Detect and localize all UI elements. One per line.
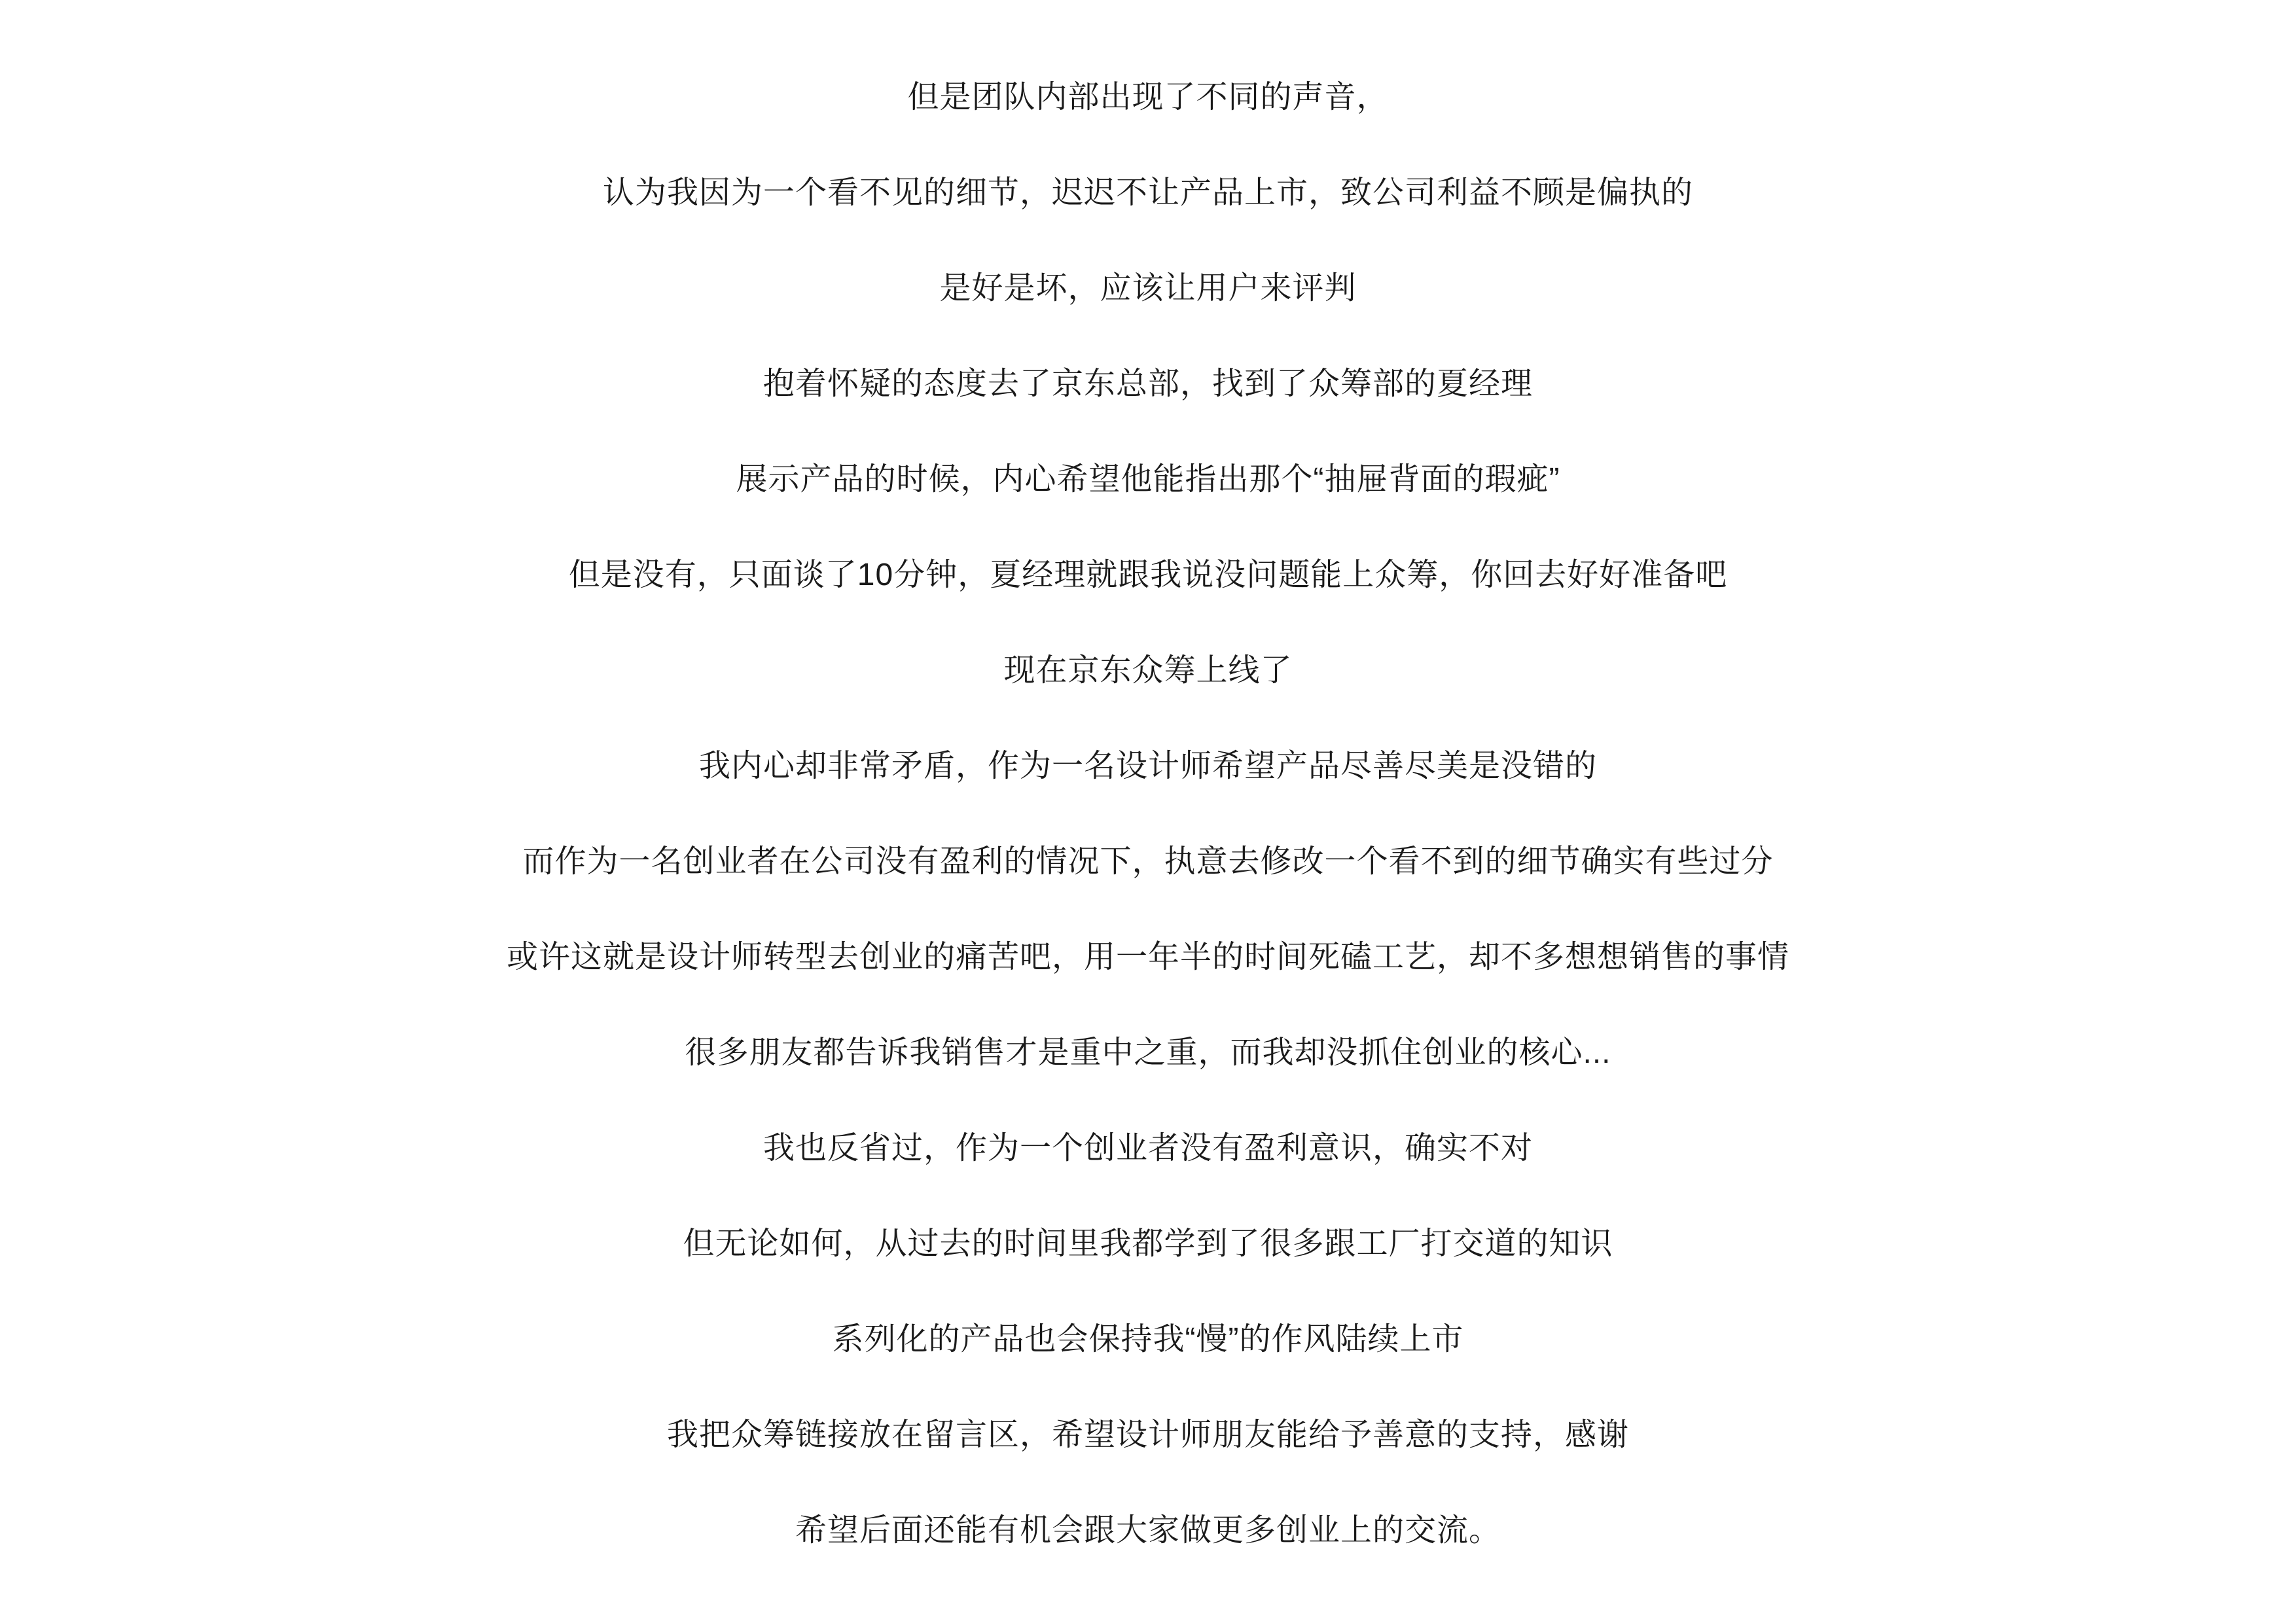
paragraph-line: 是好是坏，应该让用户来评判 [939,271,1357,306]
paragraph-line: 我也反省过，作为一个创业者没有盈利意识，确实不对 [762,1131,1533,1166]
paragraph-line: 希望后面还能有机会跟大家做更多创业上的交流。 [795,1513,1501,1548]
paragraph-line: 我把众筹链接放在留言区，希望设计师朋友能给予善意的支持，感谢 [666,1418,1629,1452]
paragraph-line: 认为我因为一个看不见的细节，迟迟不让产品上市，致公司利益不顾是偏执的 [602,175,1693,210]
paragraph-line: 我内心却非常矛盾，作为一名设计师希望产品尽善尽美是没错的 [698,749,1597,783]
paragraph-line: 抱着怀疑的态度去了京东总部，找到了众筹部的夏经理 [762,366,1533,401]
paragraph-line: 很多朋友都告诉我销售才是重中之重，而我却没抓住创业的核心... [685,1035,1611,1070]
paragraph-line: 而作为一名创业者在公司没有盈利的情况下，执意去修改一个看不到的细节确实有些过分 [522,844,1774,879]
paragraph-line: 但是团队内部出现了不同的声音， [907,80,1389,115]
paragraph-line: 但是没有，只面谈了10分钟，夏经理就跟我说没问题能上众筹，你回去好好准备吧 [568,558,1728,592]
paragraph-line: 但无论如何，从过去的时间里我都学到了很多跟工厂打交道的知识 [683,1226,1613,1261]
paragraph-line: 或许这就是设计师转型去创业的痛苦吧，用一年半的时间死磕工艺，却不多想想销售的事情 [506,940,1789,974]
paragraph-line: 现在京东众筹上线了 [1003,653,1293,688]
paragraph-line: 系列化的产品也会保持我“慢”的作风陆续上市 [832,1322,1464,1357]
paragraph-line: 展示产品的时候，内心希望他能指出那个“抽屉背面的瑕疵” [736,462,1560,497]
